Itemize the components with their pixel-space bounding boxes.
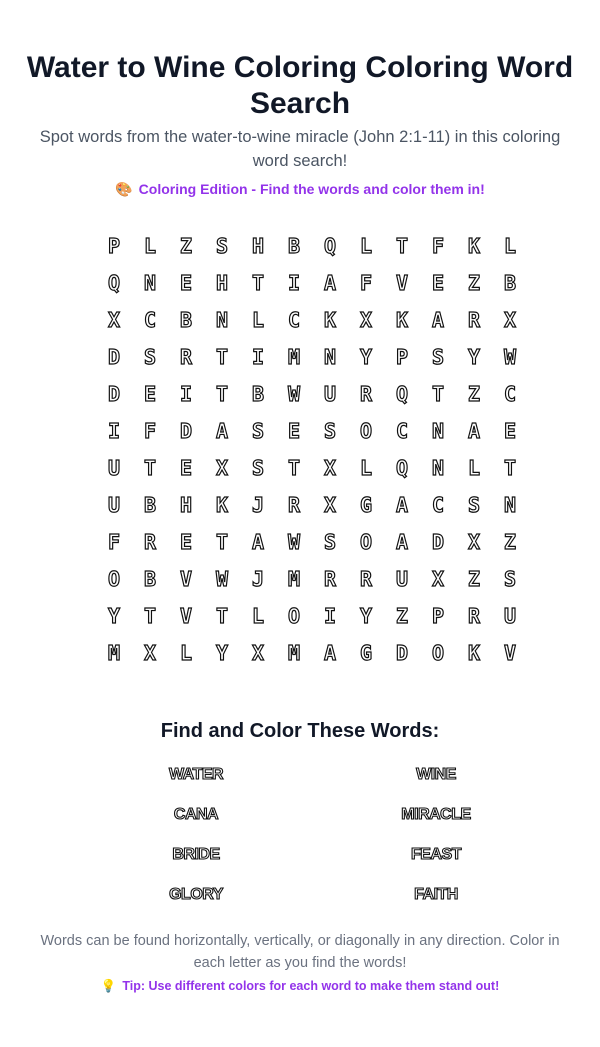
grid-cell[interactable]: E (179, 529, 193, 554)
grid-cell[interactable]: Y (359, 344, 373, 369)
grid-cell[interactable]: R (287, 492, 301, 517)
grid-cell[interactable]: P (395, 344, 409, 369)
tip-text: Tip: Use different colors for each word to make them stand out! (122, 979, 500, 993)
tip-banner (0, 977, 600, 995)
grid-cell[interactable]: K (467, 640, 481, 665)
grid-cell[interactable]: U (107, 455, 121, 480)
grid-cell[interactable]: L (251, 603, 265, 628)
grid-cell[interactable]: F (107, 529, 121, 554)
grid-cell[interactable]: R (359, 566, 373, 591)
grid-cell[interactable]: D (431, 529, 445, 554)
grid-cell[interactable]: Y (467, 344, 481, 369)
word-item: GLORY (169, 886, 223, 903)
word-item: MIRACLE (401, 806, 471, 823)
grid-cell[interactable]: L (179, 640, 193, 665)
word-item: WINE (416, 766, 456, 783)
grid-cell[interactable]: X (467, 529, 481, 554)
grid-cell[interactable]: E (179, 455, 193, 480)
grid-cell[interactable]: Y (359, 603, 373, 628)
lightbulb-icon: 💡 (100, 979, 117, 993)
grid-cell[interactable]: R (143, 529, 157, 554)
grid-cell[interactable]: L (359, 455, 373, 480)
grid-cell[interactable]: X (251, 640, 265, 665)
grid-cell[interactable]: T (395, 233, 409, 258)
grid-cell[interactable]: Q (395, 455, 409, 480)
grid-cell[interactable]: Z (467, 381, 481, 406)
grid-cell[interactable]: R (179, 344, 193, 369)
grid-cell[interactable]: S (431, 344, 445, 369)
grid-cell[interactable]: B (143, 566, 157, 591)
grid-cell[interactable]: N (143, 270, 157, 295)
grid-cell[interactable]: C (287, 307, 301, 332)
word-item: FAITH (414, 886, 458, 903)
grid-cell[interactable]: I (107, 418, 121, 443)
grid-cell[interactable]: T (503, 455, 517, 480)
grid-cell[interactable]: A (467, 418, 481, 443)
grid-cell[interactable]: Z (467, 566, 481, 591)
grid-cell[interactable]: R (359, 381, 373, 406)
grid-cell[interactable]: T (143, 455, 157, 480)
grid-cell[interactable]: H (215, 270, 229, 295)
grid-cell[interactable]: T (215, 344, 229, 369)
grid-cell[interactable]: M (107, 640, 121, 665)
word-item: WATER (168, 766, 224, 783)
grid-cell[interactable]: D (179, 418, 193, 443)
grid-cell[interactable]: I (251, 344, 265, 369)
grid-cell[interactable]: T (215, 603, 229, 628)
grid-cell[interactable]: O (359, 418, 373, 443)
grid-cell[interactable]: L (467, 455, 481, 480)
grid-cell[interactable]: Z (395, 603, 409, 628)
grid-cell[interactable]: Y (107, 603, 121, 628)
word-item: FEAST (411, 846, 461, 863)
grid-cell[interactable]: K (323, 307, 337, 332)
grid-cell[interactable]: T (287, 455, 301, 480)
grid-cell[interactable]: M (287, 566, 301, 591)
grid-cell[interactable]: T (143, 603, 157, 628)
grid-cell[interactable]: I (323, 603, 337, 628)
grid-cell[interactable]: L (251, 307, 265, 332)
grid-cell[interactable]: X (143, 640, 157, 665)
grid-cell[interactable]: Z (179, 233, 193, 258)
palette-icon: 🎨 (115, 181, 133, 197)
grid-cell[interactable]: T (215, 529, 229, 554)
page-subtitle: Spot words from the water-to-wine miracle (John 2:1-11) in this coloring word search! (39, 128, 561, 170)
grid-cell[interactable]: T (215, 381, 229, 406)
grid-cell[interactable]: Q (323, 233, 337, 258)
grid-cell[interactable]: G (359, 640, 373, 665)
grid-cell[interactable]: E (287, 418, 301, 443)
grid-cell[interactable]: P (107, 233, 121, 258)
grid-cell[interactable]: J (251, 492, 265, 517)
grid-cell[interactable]: Z (503, 529, 517, 554)
grid-cell[interactable]: R (467, 603, 481, 628)
grid-cell[interactable]: W (287, 529, 301, 554)
grid-cell[interactable]: O (431, 640, 445, 665)
grid-cell[interactable]: N (503, 492, 517, 517)
grid-cell[interactable]: D (107, 344, 121, 369)
word-list (76, 762, 556, 922)
grid-cell[interactable]: X (359, 307, 373, 332)
grid-cell[interactable]: L (359, 233, 373, 258)
edition-banner (0, 180, 600, 198)
grid-cell[interactable]: X (431, 566, 445, 591)
grid-cell[interactable]: E (179, 270, 193, 295)
grid-cell[interactable]: Z (467, 270, 481, 295)
grid-cell[interactable]: A (215, 418, 229, 443)
grid-cell[interactable]: X (323, 455, 337, 480)
word-item: BRIDE (172, 846, 220, 863)
grid-cell[interactable]: F (359, 270, 373, 295)
grid-cell[interactable]: N (215, 307, 229, 332)
grid-cell[interactable]: S (323, 529, 337, 554)
grid-cell[interactable]: A (395, 492, 409, 517)
grid-cell[interactable]: H (251, 233, 265, 258)
grid-cell[interactable]: N (431, 455, 445, 480)
grid-cell[interactable]: A (251, 529, 265, 554)
grid-cell[interactable]: C (395, 418, 409, 443)
grid-cell[interactable]: U (323, 381, 337, 406)
grid-cell[interactable]: N (323, 344, 337, 369)
grid-cell[interactable]: U (107, 492, 121, 517)
grid-cell[interactable]: T (431, 381, 445, 406)
grid-cell[interactable]: X (107, 307, 121, 332)
grid-cell[interactable]: L (143, 233, 157, 258)
grid-cell[interactable]: B (179, 307, 193, 332)
grid-cell[interactable]: R (323, 566, 337, 591)
grid-cell[interactable]: U (395, 566, 409, 591)
grid-cell[interactable]: S (251, 455, 265, 480)
grid-cell[interactable]: A (431, 307, 445, 332)
grid-cell[interactable]: I (179, 381, 193, 406)
grid-cell[interactable]: B (143, 492, 157, 517)
word-search-grid (96, 227, 528, 671)
grid-cell[interactable]: F (431, 233, 445, 258)
grid-cell[interactable]: D (107, 381, 121, 406)
grid-cell[interactable]: E (431, 270, 445, 295)
grid-cell[interactable]: S (143, 344, 157, 369)
grid-cell[interactable]: E (143, 381, 157, 406)
grid-cell[interactable]: K (467, 233, 481, 258)
grid-cell[interactable]: N (431, 418, 445, 443)
grid-cell[interactable]: G (359, 492, 373, 517)
grid-cell[interactable]: C (431, 492, 445, 517)
grid-cell[interactable]: M (287, 344, 301, 369)
grid-cell[interactable]: T (251, 270, 265, 295)
grid-cell[interactable]: X (323, 492, 337, 517)
grid-cell[interactable]: B (287, 233, 301, 258)
grid-cell[interactable]: S (467, 492, 481, 517)
grid-cell[interactable]: A (323, 640, 337, 665)
grid-cell[interactable]: B (503, 270, 517, 295)
grid-cell[interactable]: Q (395, 381, 409, 406)
grid-cell[interactable]: U (503, 603, 517, 628)
grid-cell[interactable]: E (503, 418, 517, 443)
grid-cell[interactable]: X (215, 455, 229, 480)
grid-cell[interactable]: V (179, 566, 193, 591)
grid-cell[interactable]: V (179, 603, 193, 628)
grid-cell[interactable]: V (395, 270, 409, 295)
grid-cell[interactable]: D (395, 640, 409, 665)
grid-cell[interactable]: S (215, 233, 229, 258)
page-title: Water to Wine Coloring Coloring Word Search (26, 51, 574, 120)
grid-cell[interactable]: X (503, 307, 517, 332)
grid-cell[interactable]: M (287, 640, 301, 665)
grid-cell[interactable]: I (287, 270, 301, 295)
grid-cell[interactable]: H (179, 492, 193, 517)
grid-cell[interactable]: A (395, 529, 409, 554)
grid-cell[interactable]: F (143, 418, 157, 443)
grid-cell[interactable]: K (395, 307, 409, 332)
grid-cell[interactable]: O (359, 529, 373, 554)
grid-cell[interactable]: P (431, 603, 445, 628)
grid-cell[interactable]: C (503, 381, 517, 406)
grid-cell[interactable]: Q (107, 270, 121, 295)
grid-cell[interactable]: C (143, 307, 157, 332)
grid-cell[interactable]: S (503, 566, 517, 591)
grid-cell[interactable]: A (323, 270, 337, 295)
grid-cell[interactable]: K (215, 492, 229, 517)
grid-cell[interactable]: W (503, 344, 517, 369)
grid-cell[interactable]: S (323, 418, 337, 443)
grid-cell[interactable]: J (251, 566, 265, 591)
word-item: CANA (173, 806, 219, 823)
instructions-text: Words can be found horizontally, vertically, or diagonally in any direction. Color in each letter as you find the words! (40, 933, 560, 971)
grid-cell[interactable]: W (287, 381, 301, 406)
word-list-title: Find and Color These Words: (160, 720, 440, 742)
grid-cell[interactable]: B (251, 381, 265, 406)
grid-cell[interactable]: R (467, 307, 481, 332)
grid-cell[interactable]: V (503, 640, 517, 665)
grid-cell[interactable]: W (215, 566, 229, 591)
grid-cell[interactable]: Y (215, 640, 229, 665)
grid-cell[interactable]: L (503, 233, 517, 258)
edition-text: Coloring Edition - Find the words and color them in! (138, 181, 485, 197)
grid-cell[interactable]: O (287, 603, 301, 628)
grid-cell[interactable]: O (107, 566, 121, 591)
grid-cell[interactable]: S (251, 418, 265, 443)
